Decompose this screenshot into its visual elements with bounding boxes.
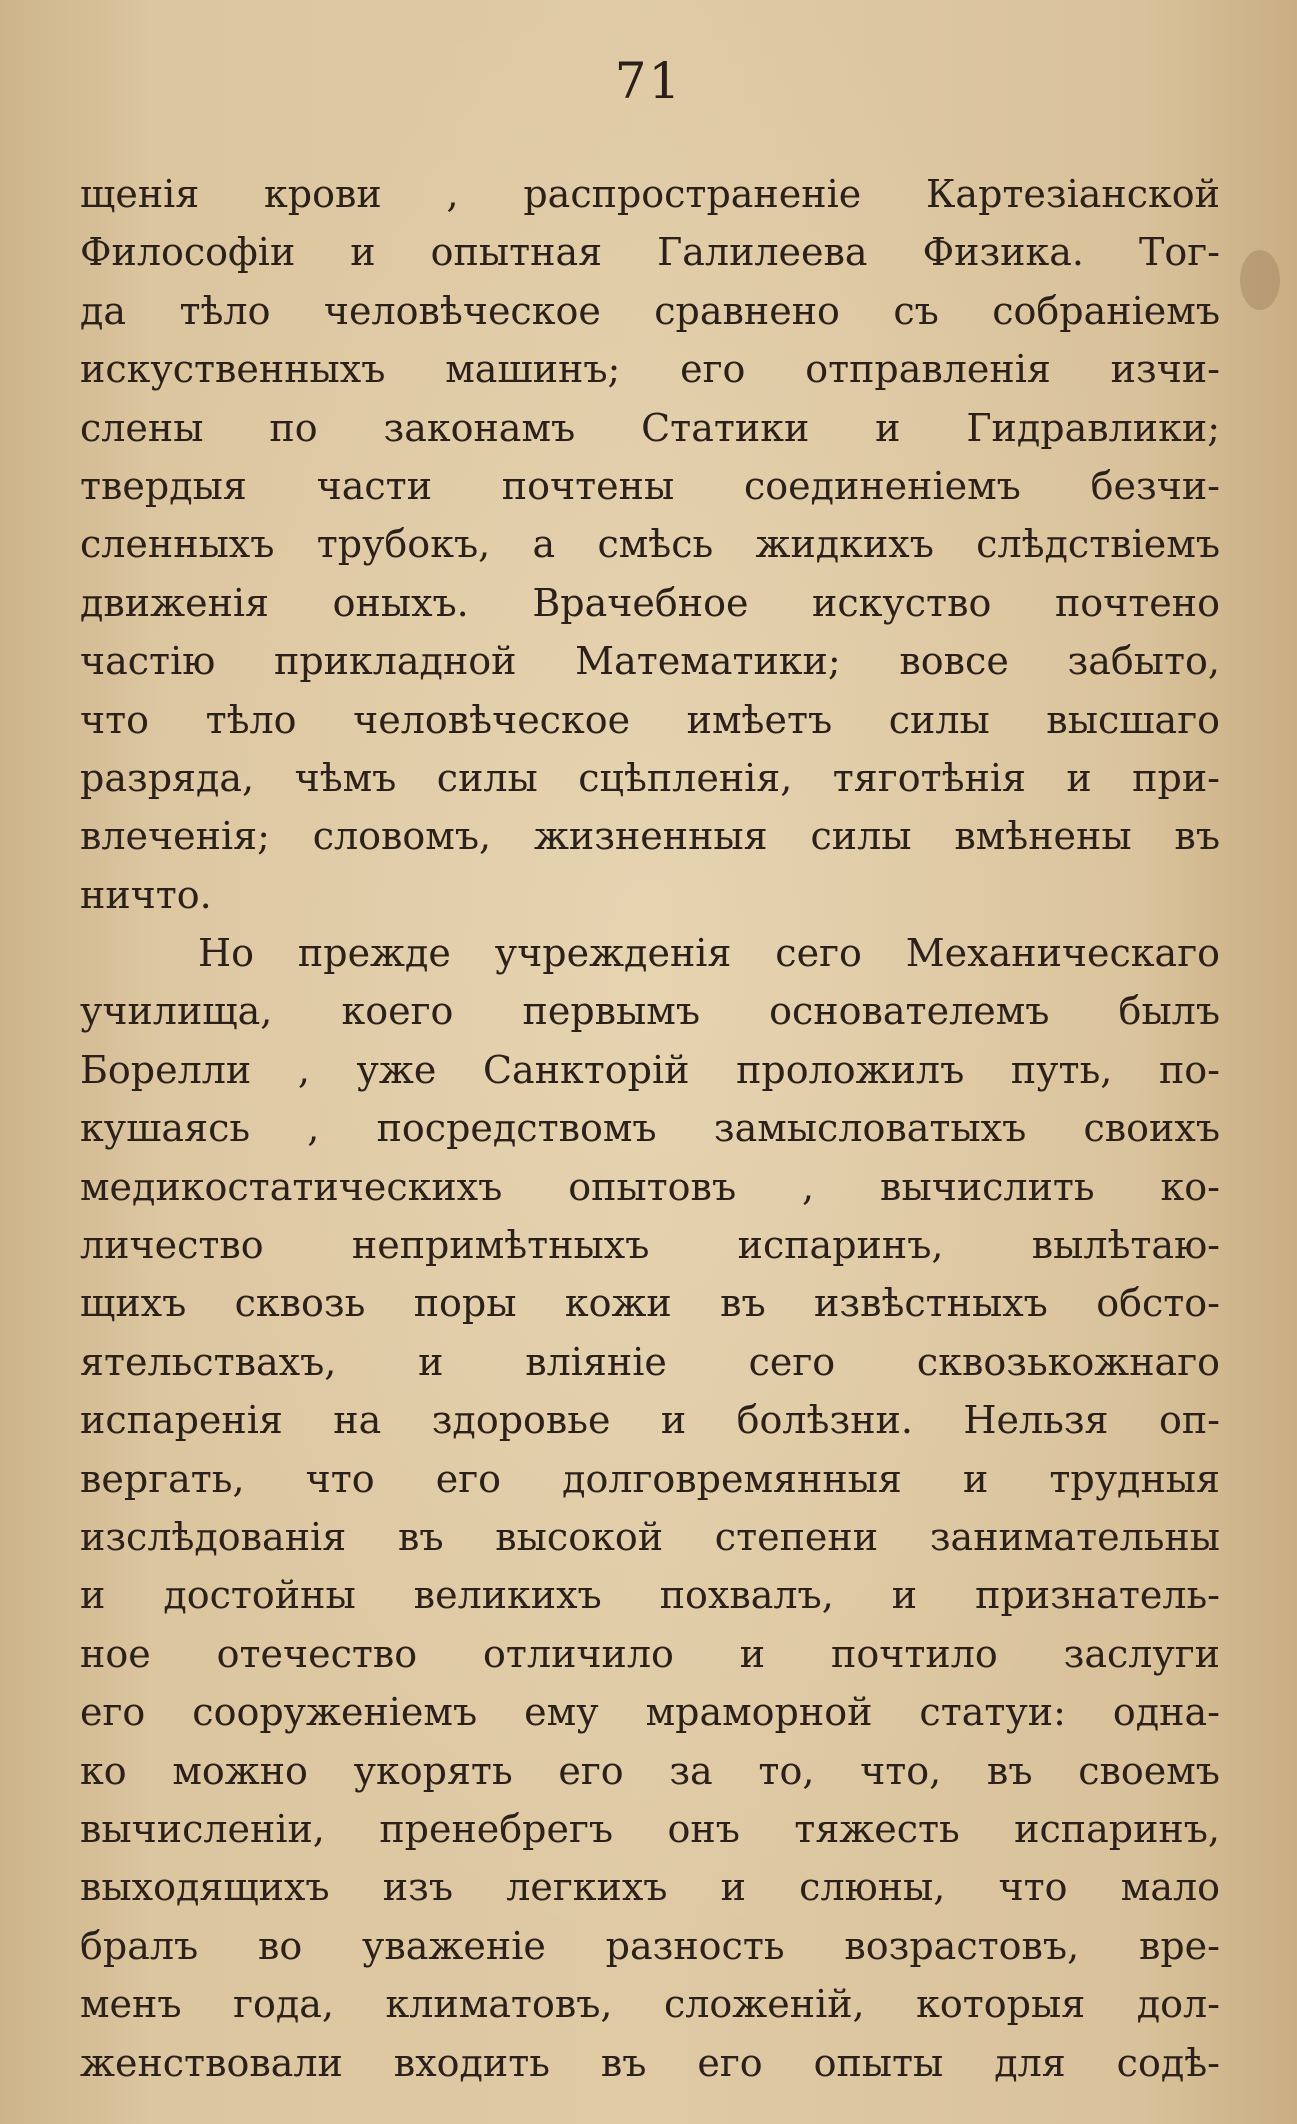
text-line: медикостатическихъ опытовъ , вычислить ко- [80, 1164, 1220, 1209]
text-line: слены по законамъ Статики и Гидравлики; [80, 405, 1220, 450]
text-line: искуственныхъ машинъ; его отправленія изчи- [80, 347, 1220, 392]
text-line: ное отечество отличило и почтило заслуги [80, 1631, 1220, 1676]
text-line: частію прикладной Математики; вовсе забыто, [80, 639, 1220, 684]
text-line: кушаясь , посредствомъ замысловатыхъ своихъ [80, 1106, 1220, 1151]
text-line: твердыя части почтены соединеніемъ безчи- [80, 463, 1220, 508]
text-line: ятельствахъ, и вліяніе сего сквозькожнаго [80, 1339, 1220, 1384]
text-line: вычисленіи, пренебрегъ онъ тяжесть испаринъ, [80, 1806, 1220, 1851]
text-line: влеченія; словомъ, жизненныя силы вмѣнены въ [80, 814, 1220, 859]
text-line: и достойны великихъ похвалъ, и признатель- [80, 1573, 1220, 1618]
text-line: выходящихъ изъ легкихъ и слюны, что мало [80, 1865, 1220, 1910]
text-line: сленныхъ трубокъ, а смѣсь жидкихъ слѣдствіемъ [80, 522, 1220, 567]
text-line: испаренія на здоровье и болѣзни. Нельзя оп- [80, 1398, 1220, 1443]
text-line: Философіи и опытная Галилеева Физика. Тог- [80, 230, 1220, 275]
text-line: бралъ во уваженіе разность возрастовъ, вре- [80, 1923, 1220, 1968]
text-line: Борелли , уже Санкторій проложилъ путь, по- [80, 1047, 1220, 1092]
text-line: да тѣло человѣческое сравнено съ собраніемъ [80, 288, 1220, 333]
text-line: училища, коего первымъ основателемъ былъ [80, 989, 1220, 1034]
page-number: 71 [614, 52, 683, 110]
text-line: женствовали входить въ его опыты для содѣ- [80, 2040, 1220, 2085]
text-line: ко можно укорять его за то, что, въ своемъ [80, 1748, 1220, 1793]
text-line: личество непримѣтныхъ испаринъ, вылѣтаю- [80, 1223, 1220, 1268]
paper-stain [1240, 250, 1280, 310]
text-line: щихъ сквозь поры кожи въ извѣстныхъ обсто- [80, 1281, 1220, 1326]
body-text [80, 165, 1220, 2092]
paragraph-2 [80, 924, 1220, 2092]
text-line: что тѣло человѣческое имѣетъ силы высшаго [80, 697, 1220, 742]
text-line: его сооруженіемъ ему мраморной статуи: одна- [80, 1690, 1220, 1735]
paragraph-1 [80, 165, 1220, 924]
text-line: разряда, чѣмъ силы сцѣпленія, тяготѣнія и при- [80, 755, 1220, 800]
text-line: изслѣдованія въ высокой степени занимательны [80, 1514, 1220, 1559]
text-line: вергать, что его долговремянныя и трудныя [80, 1456, 1220, 1501]
text-line: ничто. [80, 872, 212, 917]
text-line: Но прежде учрежденія сего Механическаго [198, 931, 1220, 976]
text-line: движенія оныхъ. Врачебное искуство почтено [80, 580, 1220, 625]
text-line: менъ года, климатовъ, сложеній, которыя дол- [80, 1982, 1220, 2027]
text-line: щенія крови , распространеніе Картезіанской [80, 172, 1220, 216]
